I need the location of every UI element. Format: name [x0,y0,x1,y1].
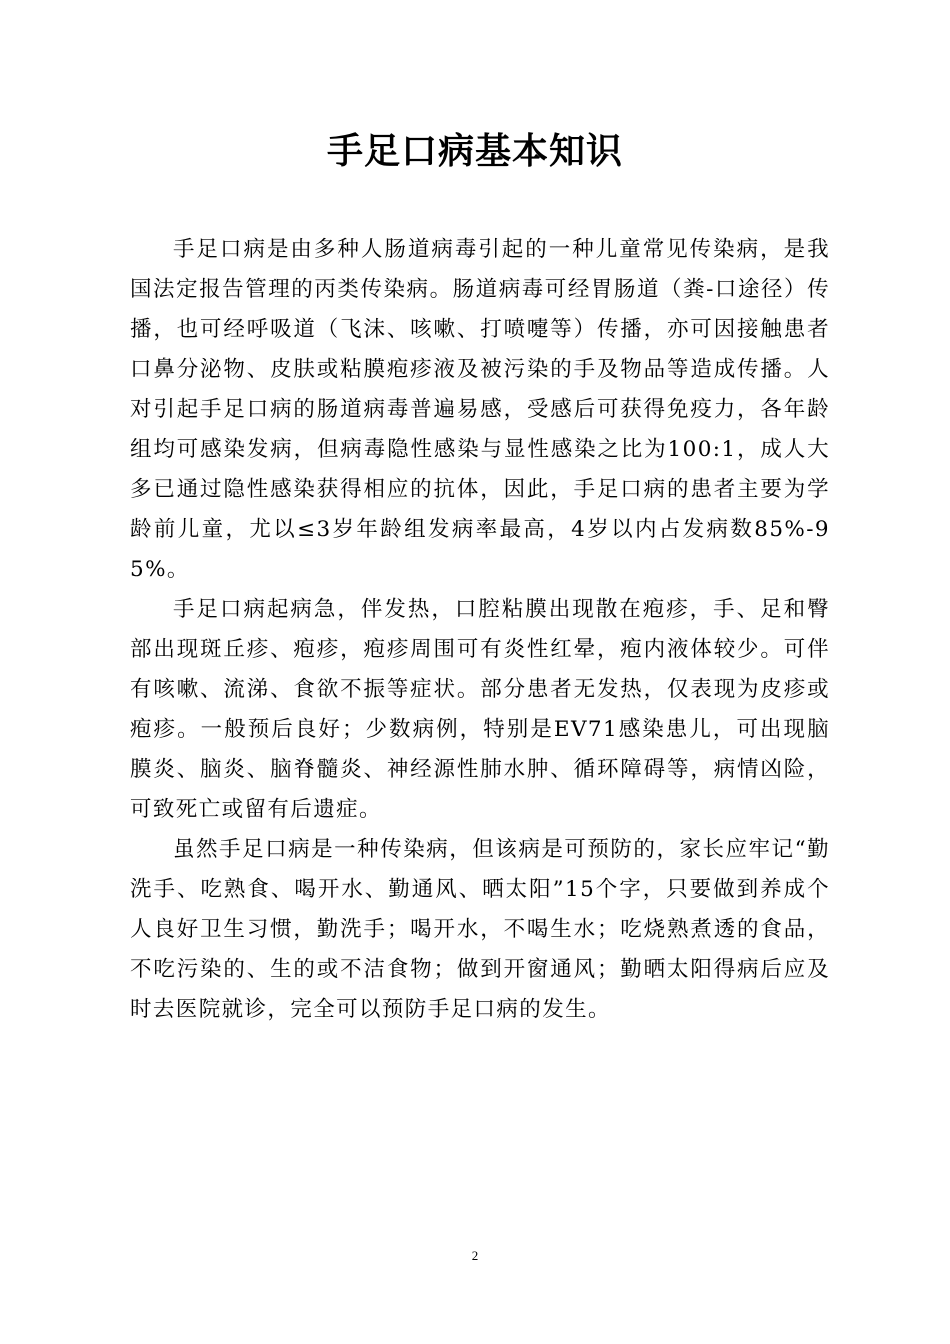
paragraph-prevention: 虽然手足口病是一种传染病，但该病是可预防的，家长应牢记“勤洗手、吃熟食、喝开水、勤通风、晒太阳”15个字，只要做到养成个人良好卫生习惯，勤洗手；喝开水，不喝生水；吃烧熟煮透的食品，不吃污染的、生的或不洁食物；做到开窗通风；勤晒太阳得病后应及时去医院就诊，完全可以预防手足口病的发生。 [130,837,830,1022]
paragraph-transmission: 手足口病是由多种人肠道病毒引起的一种儿童常见传染病，是我国法定报告管理的丙类传染病。肠道病毒可经胃肠道（粪-口途径）传播，也可经呼吸道（飞沫、咳嗽、打喷嚏等）传播，亦可因接触患者口鼻分泌物、皮肤或粘膜疱疹液及被污染的手及物品等造成传播。人对引起手足口病的肠道病毒普遍易感，受感后可获得免疫力，各年龄组均可感染发病，但病毒隐性感染与显性感染之比为100:1，成人大多已通过隐性感染获得相应的抗体，因此，手足口病的患者主要为学龄前儿童，尤以≤3岁年龄组发病率最高，4岁以内占发病数85%-95%。 [130,237,830,582]
page-number: 2 [471,1248,479,1263]
document-body [130,230,830,1030]
document-title: 手足口病基本知识 [326,131,623,172]
paragraph-symptoms: 手足口病起病急，伴发热，口腔粘膜出现散在疱疹，手、足和臀部出现斑丘疹、疱疹，疱疹周围可有炎性红晕，疱内液体较少。可伴有咳嗽、流涕、食欲不振等症状。部分患者无发热，仅表现为皮疹或疱疹。一般预后良好；少数病例，特别是EV71感染患儿，可出现脑膜炎、脑炎、脑脊髓炎、神经源性肺水肿、循环障碍等，病情凶险，可致死亡或留有后遗症。 [130,597,830,822]
